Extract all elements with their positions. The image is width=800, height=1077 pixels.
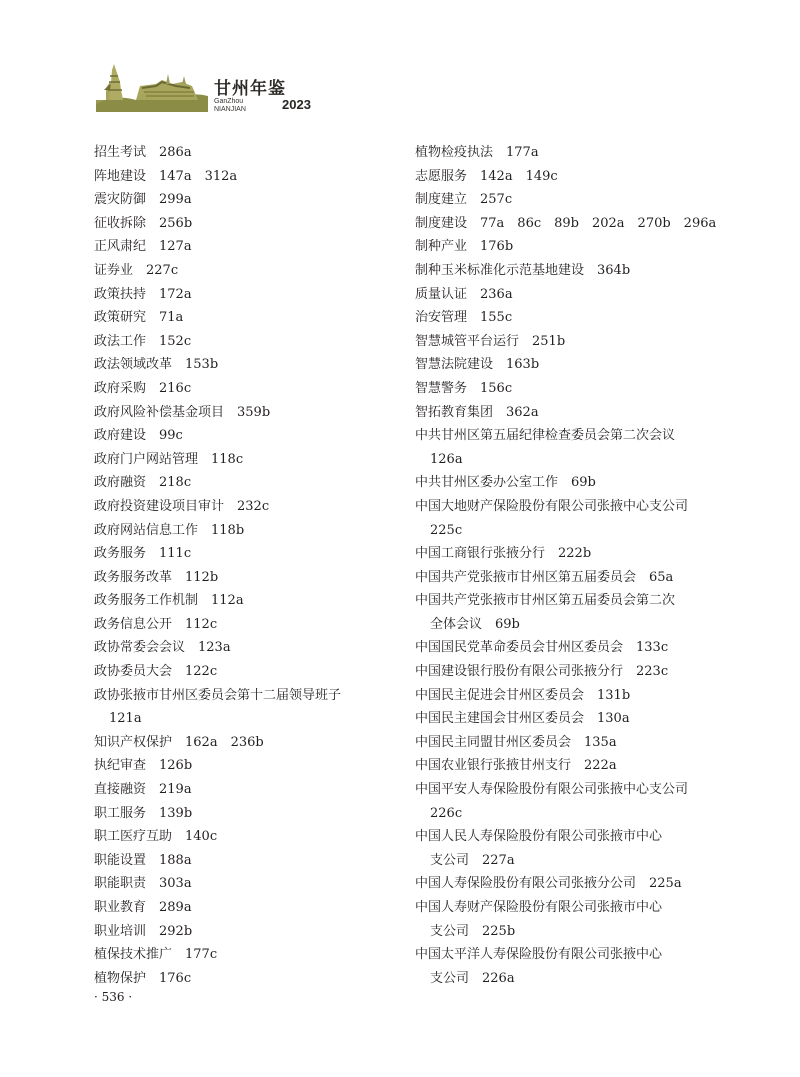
index-entry: 证券业 227c xyxy=(94,262,179,278)
index-entry: 职工服务 139b xyxy=(94,805,193,821)
index-entry: 志愿服务 142a 149c xyxy=(415,168,558,184)
index-entry: 中国国民党革命委员会甘州区委员会 133c xyxy=(415,640,669,656)
index-entry: 政府网站信息工作 118b xyxy=(94,522,245,538)
index-entry: 政府采购 216c xyxy=(94,380,192,396)
index-entry: 政务信息公开 112c xyxy=(94,616,218,632)
index-entry: 制度建设 77a 86c 89b 202a 270b 296a xyxy=(415,215,717,231)
index-entry: 121a xyxy=(109,711,142,727)
index-entry: 政府风险补偿基金项目 359b xyxy=(94,404,271,420)
index-entry: 征收拆除 256b xyxy=(94,215,193,231)
index-entry: 正风肃纪 127a xyxy=(94,239,192,255)
index-entry: 支公司 225b xyxy=(430,923,516,939)
index-entry: 政府融资 218c xyxy=(94,475,192,491)
index-column-right xyxy=(415,141,715,990)
index-entry: 支公司 226a xyxy=(430,970,515,986)
index-entry: 中国人民人寿保险股份有限公司张掖市中心 xyxy=(415,829,663,845)
index-entry: 制种产业 176b xyxy=(415,239,514,255)
index-entry: 职能职责 303a xyxy=(94,876,192,892)
index-entry: 中国民主同盟甘州区委员会 135a xyxy=(415,734,617,750)
index-entry: 质量认证 236a xyxy=(415,286,513,302)
yearbook-header xyxy=(96,60,336,116)
index-entry: 中国平安人寿保险股份有限公司张掖中心支公司 xyxy=(415,782,689,798)
index-entry: 政务服务 111c xyxy=(94,546,192,562)
index-entry: 政法领域改革 153b xyxy=(94,357,219,373)
index-entry: 中国人寿财产保险股份有限公司张掖市中心 xyxy=(415,900,663,915)
index-entry: 职业教育 289a xyxy=(94,900,192,915)
index-entry: 政策扶持 172a xyxy=(94,286,192,302)
index-entry: 中国民主建国会甘州区委员会 130a xyxy=(415,711,630,727)
index-entry: 全体会议 69b xyxy=(430,616,520,632)
index-entry: 政法工作 152c xyxy=(94,333,192,349)
index-entry: 知识产权保护 162a 236b xyxy=(94,734,264,750)
index-entry: 植物检疫执法 177a xyxy=(415,145,539,160)
index-entry: 中国太平洋人寿保险股份有限公司张掖中心 xyxy=(415,947,663,963)
index-entry: 政协委员大会 122c xyxy=(94,664,218,680)
index-entry: 225c xyxy=(430,522,463,538)
index-entry: 制种玉米标准化示范基地建设 364b xyxy=(415,262,631,278)
index-entry: 中国人寿保险股份有限公司张掖分公司 225a xyxy=(415,876,682,892)
index-entry: 政务服务改革 112b xyxy=(94,569,219,585)
index-entry: 政协常委会会议 123a xyxy=(94,640,231,656)
index-entry: 政府投资建设项目审计 232c xyxy=(94,498,270,514)
index-entry: 中国共产党张掖市甘州区第五届委员会第二次 xyxy=(415,593,676,609)
index-entry: 中国工商银行张掖分行 222b xyxy=(415,546,592,562)
index-entry: 执纪审查 126b xyxy=(94,758,193,774)
index-entry: 中国农业银行张掖甘州支行 222a xyxy=(415,758,617,774)
index-entry: 中共甘州区第五届纪律检查委员会第二次会议 xyxy=(415,428,676,444)
index-entry: 中国建设银行股份有限公司张掖分行 223c xyxy=(415,664,669,680)
index-entry: 中国大地财产保险股份有限公司张掖中心支公司 xyxy=(415,498,689,514)
index-entry: 政府门户网站管理 118c xyxy=(94,451,244,467)
index-entry: 职业培训 292b xyxy=(94,923,193,939)
index-entry: 政协张掖市甘州区委员会第十二届领导班子 xyxy=(94,687,342,703)
index-entry: 126a xyxy=(430,451,463,467)
landmark-logo xyxy=(96,60,208,112)
index-entry: 治安管理 155c xyxy=(415,310,513,326)
index-entry: 中国民主促进会甘州区委员会 131b xyxy=(415,687,631,703)
index-entry: 职能设置 188a xyxy=(94,852,192,868)
index-entry: 政府建设 99c xyxy=(94,428,183,444)
index-entry: 震灾防御 299a xyxy=(94,192,192,208)
index-entry: 智慧法院建设 163b xyxy=(415,357,540,373)
index-entry: 智拓教育集团 362a xyxy=(415,404,539,420)
index-entry: 政务服务工作机制 112a xyxy=(94,593,244,609)
yearbook-title: 甘州年鉴 xyxy=(214,79,286,99)
index-entry: 植物保护 176c xyxy=(94,970,192,986)
yearbook-pinyin xyxy=(214,98,246,114)
index-entry: 招生考试 286a xyxy=(94,145,192,160)
yearbook-year: 2023 xyxy=(282,97,311,112)
index-entry: 直接融资 219a xyxy=(94,782,192,798)
index-entry: 阵地建设 147a 312a xyxy=(94,168,238,184)
index-entry: 中共甘州区委办公室工作 69b xyxy=(415,475,596,491)
pinyin-line-1: GanZhou xyxy=(214,98,244,105)
index-entry: 智慧警务 156c xyxy=(415,380,513,396)
index-column-left xyxy=(94,141,404,990)
index-entry: 中国共产党张掖市甘州区第五届委员会 65a xyxy=(415,569,674,585)
index-entry: 226c xyxy=(430,805,463,821)
index-entry: 智慧城管平台运行 251b xyxy=(415,333,566,349)
index-entry: 植保技术推广 177c xyxy=(94,947,218,963)
index-entry: 职工医疗互助 140c xyxy=(94,829,218,845)
page-number: · 536 · xyxy=(94,990,133,1004)
pinyin-line-2: NIANJIAN xyxy=(214,106,246,113)
index-entry: 支公司 227a xyxy=(430,852,515,868)
index-entry: 政策研究 71a xyxy=(94,310,184,326)
index-entry: 制度建立 257c xyxy=(415,192,513,208)
